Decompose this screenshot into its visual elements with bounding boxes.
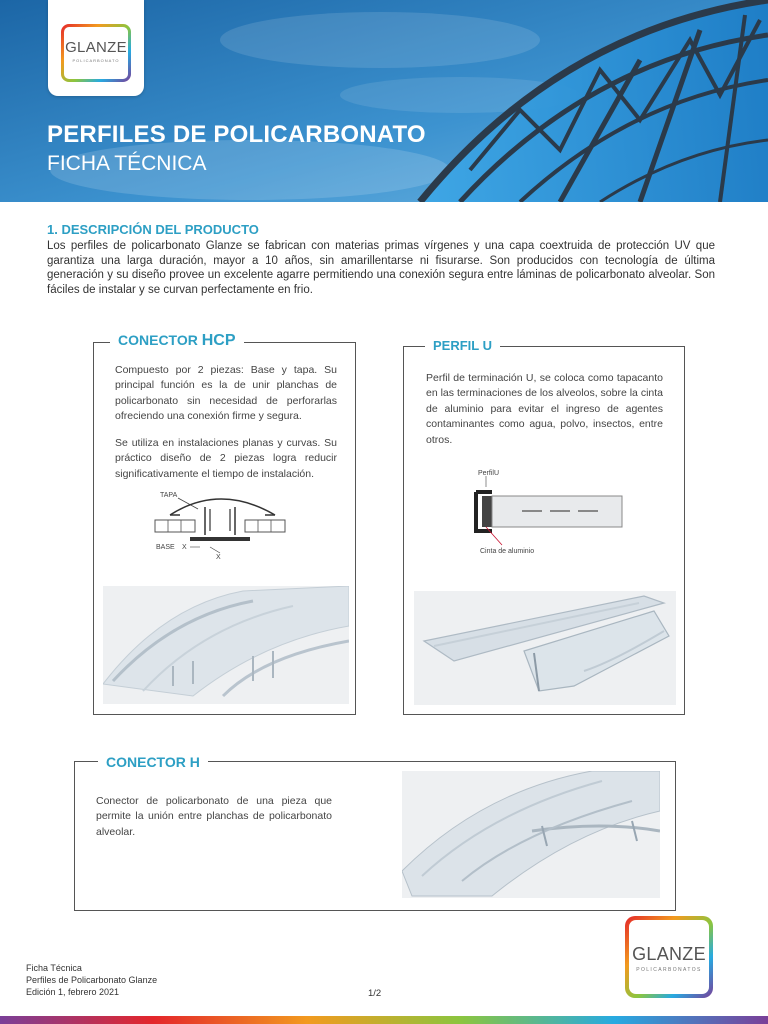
footer-logo-inner — [629, 920, 709, 994]
section-text-description: Los perfiles de policarbonato Glanze se fabrican con materias primas vírgenes y una capa coextruida de protección UV que garantiza una larga duración, mayor a 10 años, sin amarillentarse ni fisurarse. Son producidos con tecnología de última generación y su diseño provee un excelente agarre permitiendo una conexión segura entre láminas de policarbonato alveolar. Son fáciles de instalar y se curvan perfectamente en frio. — [47, 240, 715, 297]
section-heading-description: 1. DESCRIPCIÓN DEL PRODUCTO — [47, 222, 259, 237]
page-title: PERFILES DE POLICARBONATO — [47, 121, 426, 148]
logo-inner — [64, 27, 128, 79]
card-title-perfil-u: PERFIL U — [425, 338, 500, 353]
header-banner — [0, 0, 768, 202]
card-title-conector-hcp — [110, 332, 244, 350]
conector-h-description: Conector de policarbonato de una pieza que permite la unión entre planchas de policarbonato alveolar. — [96, 795, 332, 838]
card-title-conector-h: CONECTOR H — [98, 754, 208, 770]
conector-h-product-photo — [402, 771, 660, 898]
logo-subtext: POLICARBONATO — [72, 58, 120, 63]
diagram-label-x1: X — [182, 544, 187, 551]
hcp-cross-section-diagram — [150, 487, 290, 561]
diagram-label-x2: X — [216, 554, 221, 561]
hcp-description-1: Compuesto por 2 piezas: Base y tapa. Su principal función es la de unir planchas de policarbonato sin necesidad de perforarlas ofreciendo una conexión firme y segura. — [115, 364, 337, 423]
footer-line-3: Edición 1, febrero 2021 — [26, 987, 120, 997]
diagram-label-cinta: Cinta de aluminio — [480, 548, 535, 555]
diagram-label-tapa: TAPA — [160, 492, 178, 499]
hcp-description-2: Se utiliza en instalaciones planas y curvas. Su práctico diseño de 2 piezas logra reducir significativamente el tiempo de instalación. — [115, 437, 337, 480]
page-number: 1/2 — [368, 988, 382, 999]
perfil-u-product-photo — [414, 591, 676, 705]
page-subtitle: FICHA TÉCNICA — [47, 152, 207, 175]
perfil-u-description: Perfil de terminación U, se coloca como tapacanto en las terminaciones de los alveolos, sobre la cinta de aluminio para evitar el ingreso de agentes contaminantes como agua, polvo, insectos, entre otros. — [426, 372, 663, 446]
footer-logo — [625, 916, 713, 998]
header-logo — [48, 0, 144, 96]
footer-logo-subtext: POLICARBONATOS — [636, 967, 702, 973]
perfil-u-diagram — [462, 465, 632, 555]
diagram-label-perfil-u: PerfilU — [478, 470, 500, 477]
card-title-suffix: HCP — [201, 332, 236, 349]
card-title-prefix: CONECTOR — [118, 332, 202, 348]
footer-line-1: Ficha Técnica — [26, 963, 82, 973]
logo-wordmark: GLANZE — [65, 39, 127, 56]
bottom-color-strip — [0, 1016, 768, 1024]
hcp-product-photo — [103, 586, 349, 704]
diagram-label-base: BASE — [156, 544, 175, 551]
footer-line-2: Perfiles de Policarbonato Glanze — [26, 975, 158, 985]
footer-logo-wordmark: GLANZE — [632, 944, 706, 964]
footer-info — [26, 962, 157, 998]
logo-frame — [61, 24, 131, 82]
